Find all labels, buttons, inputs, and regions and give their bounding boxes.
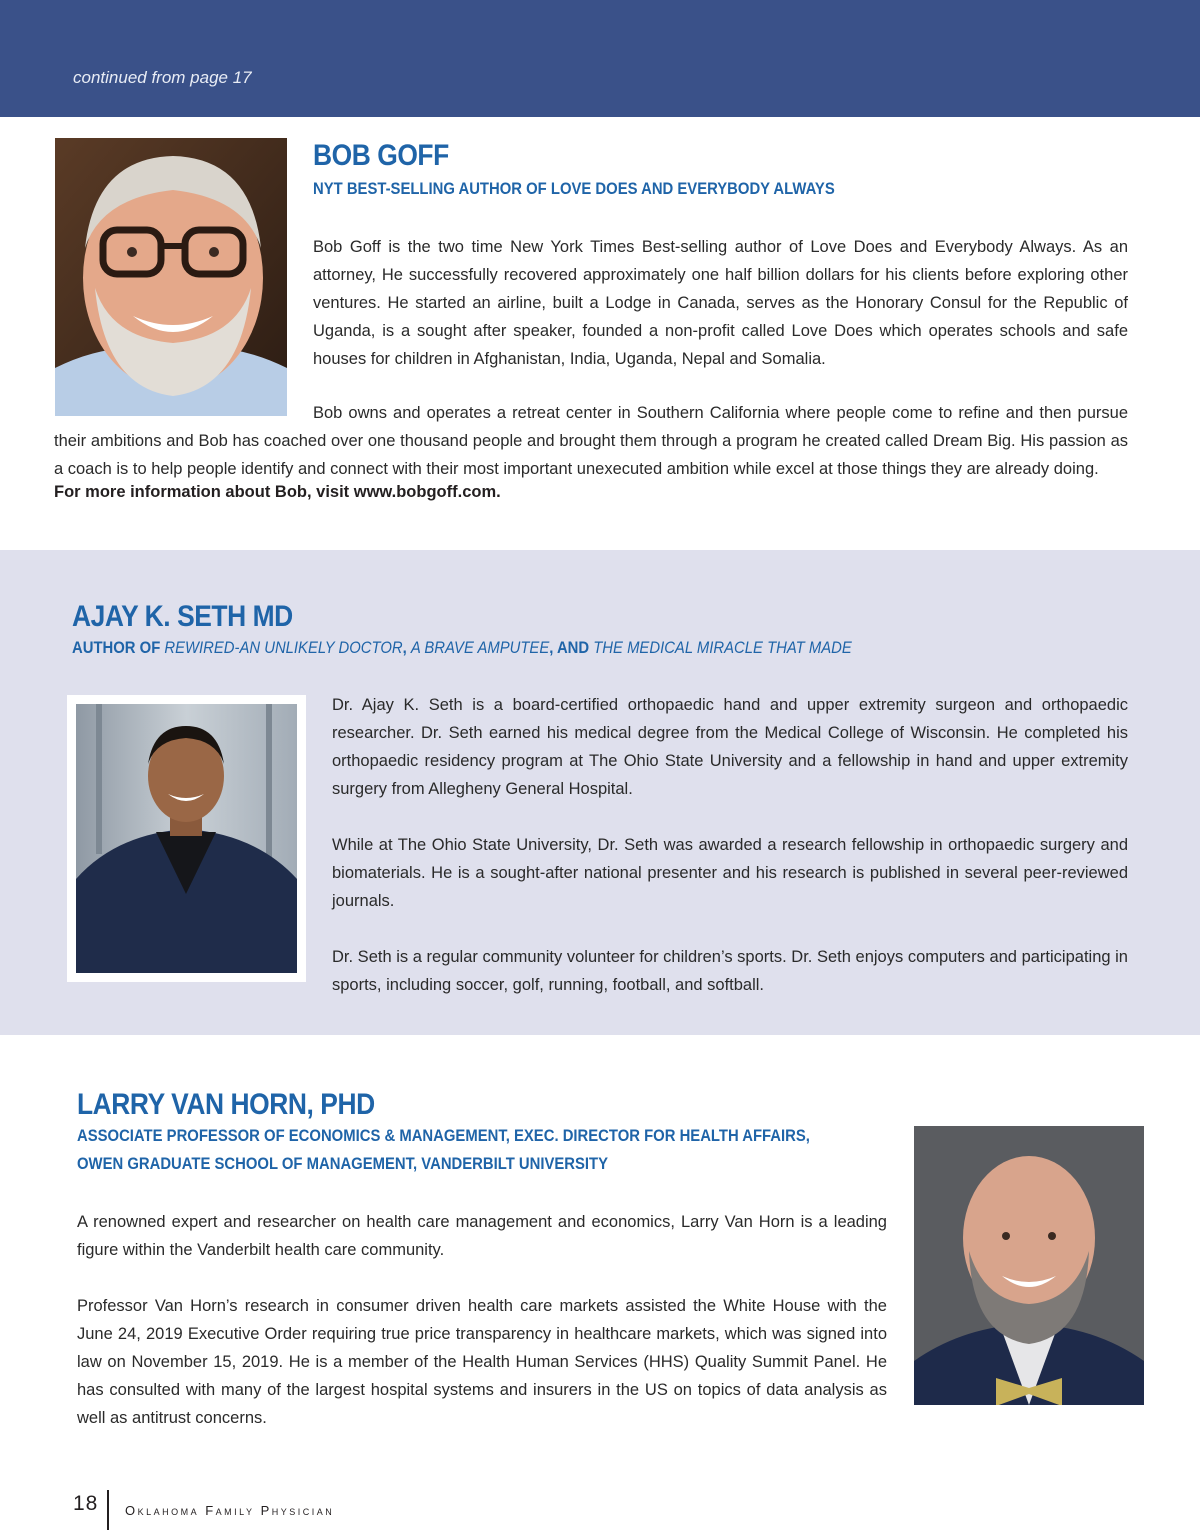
bio-paragraph: While at The Ohio State University, Dr. Seth was awarded a research fellowship in orthopaedic surgery and biomaterials. He is a sought-after national presenter and his research is published in several peer-reviewed journals. <box>332 836 1128 910</box>
speaker-name: AJAY K. SETH MD <box>72 600 293 633</box>
speaker-subtitle: OWEN GRADUATE SCHOOL OF MANAGEMENT, VANDERBILT UNIVERSITY <box>77 1155 609 1173</box>
bio-paragraph: Professor Van Horn’s research in consumer driven health care markets assisted the White House with the June 24, 2019 Executive Order requiring true price transparency in healthcare markets, which was signed into law on November 15, 2019. He is a member of the Health Human Services (HHS) Quality Summit Panel. He has consulted with many of the largest hospital systems and insurers in the US on topics of data analysis as well as antitrust concerns. <box>77 1297 887 1427</box>
book-title: THE MEDICAL MIRACLE THAT MADE <box>593 639 852 657</box>
speaker-subtitle <box>72 639 852 658</box>
subtitle-part: , AND <box>549 639 594 657</box>
bio-paragraph: A renowned expert and researcher on health care management and economics, Larry Van Horn is a leading figure within the Vanderbilt health care community. <box>77 1213 887 1259</box>
continued-note: continued from page 17 <box>73 68 252 87</box>
page-number: 18 <box>73 1492 99 1515</box>
speaker-name: BOB GOFF <box>313 139 449 172</box>
speaker-bio <box>332 691 1128 999</box>
bio-paragraph: Bob Goff is the two time New York Times Best-selling author of Love Does and Everybody Always. As an attorney, He successfully recovered approximately one half billion dollars for his clients before exploring other ventures. He started an airline, built a Lodge in Canada, serves as the Honorary Consul for the Republic of Uganda, is a sought after speaker, founded a non-profit called Love Does which operates schools and safe houses for children in Afghanistan, India, Uganda, Nepal and Somalia. <box>313 238 1128 368</box>
larry-van-horn-photo <box>914 1126 1144 1405</box>
subtitle-part: , <box>402 639 411 657</box>
speaker-bio <box>77 1208 887 1432</box>
book-title: REWIRED-AN UNLIKELY DOCTOR <box>164 639 403 657</box>
header-band <box>0 0 1200 117</box>
bio-paragraph: Bob owns and operates a retreat center in Southern California where people come to refine and then pursue their ambitions and Bob has coached over one thousand people and brought them through a program he created called Dream Big. His passion as a coach is to help people identify and connect with their most important unexecuted ambition while excel at those things they are already doing. <box>54 404 1128 478</box>
speaker-subtitle: NYT BEST-SELLING AUTHOR OF LOVE DOES AND EVERYBODY ALWAYS <box>313 180 835 198</box>
more-info-link-text: For more information about Bob, visit www.bobgoff.com. <box>54 483 501 501</box>
ajay-seth-photo <box>76 704 297 973</box>
speaker-subtitle: ASSOCIATE PROFESSOR OF ECONOMICS & MANAGEMENT, EXEC. DIRECTOR FOR HEALTH AFFAIRS, <box>77 1127 810 1145</box>
speaker-bio <box>313 233 1128 373</box>
subtitle-part: AUTHOR OF <box>72 639 165 657</box>
speaker-bio-continued <box>54 399 1128 483</box>
ajay-seth-photo-frame <box>67 695 306 982</box>
bio-paragraph: Dr. Ajay K. Seth is a board-certified orthopaedic hand and upper extremity surgeon and orthopaedic researcher. Dr. Seth earned his medical degree from the Medical College of Wisconsin. He completed his orthopaedic residency program at The Ohio State University and a fellowship in hand and upper extremity surgery from Allegheny General Hospital. <box>332 696 1128 798</box>
speaker-name: LARRY VAN HORN, PHD <box>77 1088 375 1121</box>
bob-goff-photo <box>55 138 287 416</box>
publication-title: Oklahoma Family Physician <box>125 1503 335 1518</box>
book-title: A BRAVE AMPUTEE <box>410 639 550 657</box>
bio-paragraph: Dr. Seth is a regular community volunteer for children’s sports. Dr. Seth enjoys computers and participating in sports, including soccer, golf, running, football, and softball. <box>332 948 1128 994</box>
footer-divider <box>107 1490 109 1530</box>
